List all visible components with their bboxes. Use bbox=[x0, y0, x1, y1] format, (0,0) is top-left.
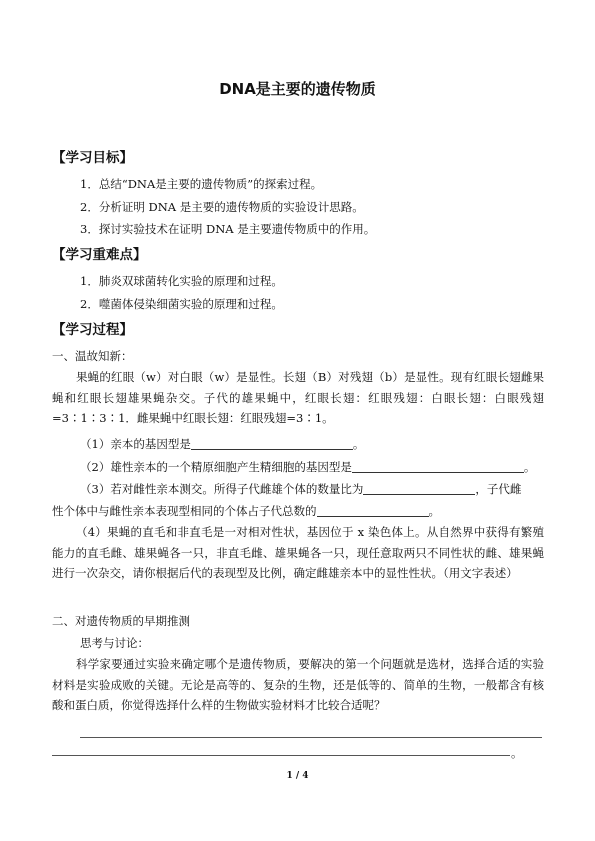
question-3 bbox=[80, 481, 521, 497]
objective-item-2: 2．分析证明 DNA 是主要的遗传物质的实验设计思路。 bbox=[80, 200, 364, 214]
question-3-line2 bbox=[52, 503, 440, 519]
question-3-end: 。 bbox=[428, 504, 440, 518]
question-3-mid: ，子代雌 bbox=[475, 482, 522, 496]
discussion-label: 思考与讨论： bbox=[80, 636, 149, 650]
document-title: DNA是主要的遗传物质 bbox=[219, 80, 376, 98]
part1-paragraph: 果蝇的红眼（w）对白眼（w）是显性。长翅（B）对残翅（b）是显性。现有红眼长翅雌果蝇和红眼长翅雄果蝇杂交。子代的雄果蝇中，红眼长翅：红眼残翅：白眼长翅：白眼残翅=3∶1∶3∶1．雌果蝇中红眼长翅：红眼残翅=3∶1。 bbox=[52, 370, 544, 425]
answer-end-mark: 。 bbox=[511, 746, 523, 760]
objective-item-3: 3．探讨实验技术在证明 DNA 是主要遗传物质中的作用。 bbox=[80, 222, 376, 236]
part1-title: 一、温故知新： bbox=[52, 349, 133, 363]
discussion-paragraph: 科学家要通过实验来确定哪个是遗传物质，要解决的第一个问题就是选材，选择合适的实验材料是实验成败的关键。无论是高等的、复杂的生物，还是低等的、简单的生物，一般都含有核酸和蛋白质，你觉得选择什么样的生物做实验材料才比较合适呢？ bbox=[52, 657, 544, 712]
part2-title: 二、对遗传物质的早期推测 bbox=[52, 614, 190, 628]
key-point-item-1: 1．肺炎双球菌转化实验的原理和过程。 bbox=[80, 274, 283, 288]
answer-line-1[interactable] bbox=[80, 737, 542, 738]
key-point-item-2: 2．噬菌体侵染细菌实验的原理和过程。 bbox=[80, 297, 283, 311]
question-2 bbox=[80, 459, 535, 475]
objectives-heading: 【学习目标】 bbox=[52, 150, 133, 166]
key-points-heading: 【学习重难点】 bbox=[52, 247, 147, 263]
answer-blank-3[interactable] bbox=[363, 481, 475, 495]
question-2-end: 。 bbox=[523, 460, 536, 474]
answer-line-2[interactable] bbox=[52, 755, 510, 756]
question-1-end: 。 bbox=[352, 437, 365, 451]
objective-item-1: 1．总结“DNA是主要的遗传物质”的探索过程。 bbox=[80, 177, 323, 191]
question-2-text: （2）雄性亲本的一个精原细胞产生精细胞的基因型是 bbox=[80, 460, 352, 474]
page-number: 1 / 4 bbox=[286, 771, 309, 781]
answer-blank-1[interactable] bbox=[191, 436, 353, 450]
answer-blank-2[interactable] bbox=[352, 459, 524, 473]
question-1-text: （1）亲本的基因型是 bbox=[80, 437, 191, 451]
question-1 bbox=[80, 436, 364, 452]
question-3-line2-text: 性个体中与雌性亲本表现型相同的个体占子代总数的 bbox=[52, 504, 317, 518]
question-3-text: （3）若对雌性亲本测交。所得子代雌雄个体的数量比为 bbox=[80, 482, 364, 496]
question-4-paragraph: （4）果蝇的直毛和非直毛是一对相对性状，基因位于 x 染色体上。从自然界中获得有繁殖能力的直毛雌、雄果蝇各一只，非直毛雌、雄果蝇各一只，现任意取两只不同性状的雌、雄果蝇进行一次杂交，请你根据后代的表现型及比例，确定雌雄亲本中的显性性状。（用文字表述） bbox=[52, 525, 544, 580]
answer-blank-4[interactable] bbox=[317, 503, 429, 517]
process-heading: 【学习过程】 bbox=[52, 322, 133, 338]
